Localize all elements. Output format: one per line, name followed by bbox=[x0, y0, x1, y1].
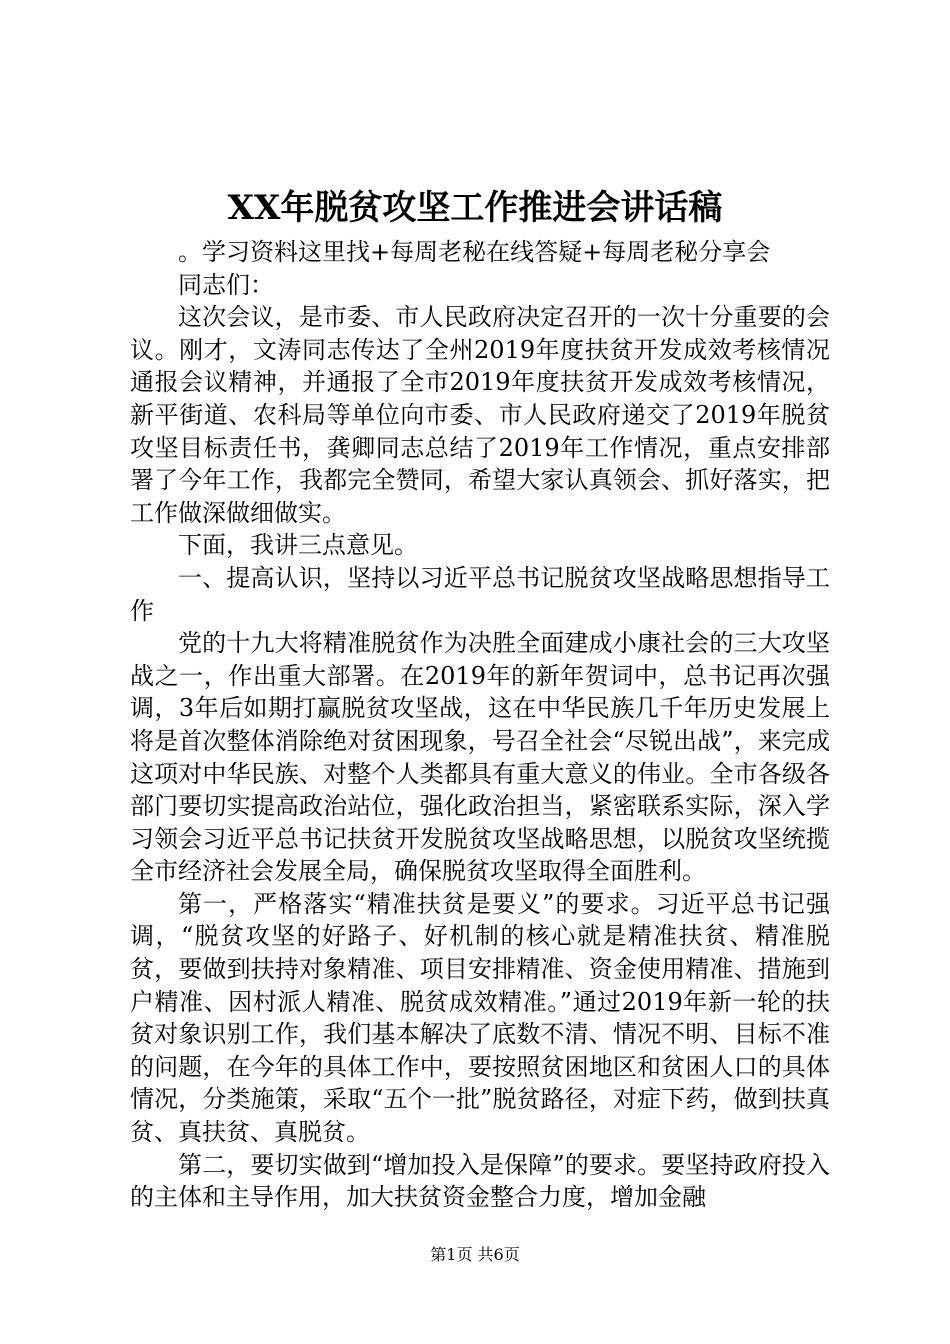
paragraph-opening: 这次会议，是市委、市人民政府决定召开的一次十分重要的会议。刚才，文涛同志传达了全州2019年度扶贫开发成效考核情况通报会议精神，并通报了全市2019年度扶贫开发成效考核情况，新平街道、农科局等单位向市委、市人民政府递交了2019年脱贫攻坚目标责任书，龚卿同志总结了2019年工作情况，重点安排部署了今年工作，我都完全赞同，希望大家认真领会、抓好落实，把工作做深做细做实。 bbox=[130, 303, 830, 527]
salutation: 同志们： bbox=[178, 270, 274, 299]
paragraph-section-1: 党的十九大将精准脱贫作为决胜全面建成小康社会的三大攻坚战之一，作出重大部署。在2019年的新年贺词中，总书记再次强调，3年后如期打赢脱贫攻坚战，这在中华民族几千年历史发展上将是首次整体消除绝对贫困现象，号召全社会“尽锐出战”，来完成这项对中华民族、对整个人类都具有重大意义的伟业。全市各级各部门要切实提高政治站位，强化政治担当，紧密联系实际，深入学习领会习近平总书记扶贫开发脱贫攻坚战略思想，以脱贫攻坚统揽全市经济社会发展全局，确保脱贫攻坚取得全面胜利。 bbox=[130, 629, 830, 886]
paragraph-transition: 下面，我讲三点意见。 bbox=[178, 531, 418, 560]
intro-note: 。学习资料这里找+每周老秘在线答疑+每周老秘分享会 bbox=[178, 238, 771, 266]
paragraph-point-1: 第一，严格落实“精准扶贫是要义”的要求。习近平总书记强调，“脱贫攻坚的好路子、好机制的核心就是精准扶贫、精准脱贫，要做到扶持对象精准、项目安排精准、资金使用精准、措施到户精准、因村派人精准、脱贫成效精准。”通过2019年新一轮的扶贫对象识别工作，我们基本解决了底数不清、情况不明、目标不准的问题，在今年的具体工作中，要按照贫困地区和贫困人口的具体情况，分类施策，采取“五个一批”脱贫路径，对症下药，做到扶真贫、真扶贫、真脱贫。 bbox=[130, 889, 830, 1147]
section-heading-1: 一、提高认识，坚持以习近平总书记脱贫攻坚战略思想指导工作 bbox=[130, 563, 830, 625]
document-body bbox=[130, 236, 830, 1214]
page-footer: 第1页 共6页 bbox=[430, 1245, 520, 1264]
paragraph-point-2: 第二，要切实做到“增加投入是保障”的要求。要坚持政府投入的主体和主导作用，加大扶贫资金整合力度，增加金融 bbox=[130, 1150, 830, 1212]
document-title: XX年脱贫攻坚工作推进会讲话稿 bbox=[227, 188, 723, 228]
